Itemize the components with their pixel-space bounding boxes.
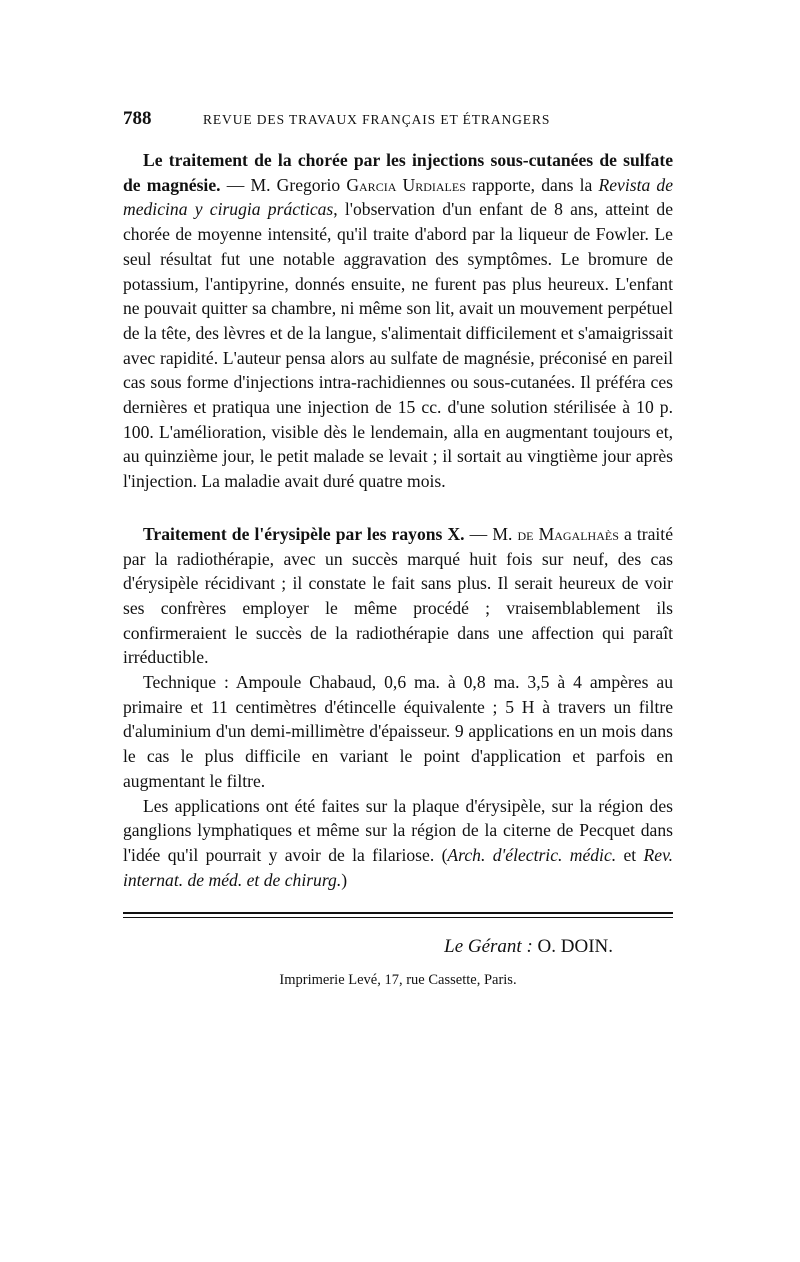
reference-2: Rev. internat. de méd. et de chirurg. bbox=[123, 844, 673, 890]
reference-1: Arch. d'électric. médic. bbox=[447, 844, 617, 865]
double-rule bbox=[123, 912, 673, 918]
article-text: rapporte, dans la bbox=[465, 174, 599, 195]
page bbox=[123, 108, 673, 989]
running-head bbox=[123, 108, 673, 138]
article-chorea bbox=[123, 148, 673, 494]
article-author: de Magalhaès bbox=[517, 523, 619, 544]
article-dash: — M. Gregorio bbox=[220, 174, 347, 195]
journal-name: Revista de medicina y cirugia prácticas bbox=[123, 174, 674, 220]
article-author: Garcia Urdiales bbox=[346, 174, 466, 195]
article-erysipelas bbox=[123, 522, 673, 670]
reference-close: ) bbox=[341, 869, 348, 890]
rule-thin bbox=[123, 917, 673, 918]
article-text: a traité par la radiothérapie, avec un succès marqué huit fois sur neuf, des cas d'érysipèle récidivant ; il constate le fait sans plus. Il serait heureux de voir ses confrères employer le même procédé ; vraisemblablement ils confirmeraient le succès de la radiothérapie dans une affection qui paraît irréductible. bbox=[123, 523, 673, 668]
page-number: 788 bbox=[123, 108, 152, 129]
gerant-label: Le Gérant : bbox=[444, 936, 533, 958]
article-text: , l'observation d'un enfant de 8 ans, atteint de chorée de moyenne intensité, qu'il traite d'abord par la liqueur de Fowler. Le seul résultat fut une notable aggravation des symptômes. Le bromure de potassium, l'antipyrine, donnés ensuite, ne furent pas plus heureux. L'enfant ne pouvait quitter sa chambre, ni même son lit, avait un mouvement perpétuel de la tête, des lèvres et de la langue, s'alimentait difficilement et s'amaigrissait avec rapidité. L'auteur pensa alors au sulfate de magnésie, préconisé en pareil cas sous forme d'injections intra-rachidiennes ou sous-cutanées. Il préféra ces dernières et pratiqua une injection de 15 cc. d'une solution stérilisée à 10 p. 100. L'amélioration, visible dès le lendemain, alla en augmentant toujours et, au quinzième jour, le petit malade se levait ; il sortait au vingtième jour après l'injection. La maladie avait duré quatre mois. bbox=[123, 199, 674, 492]
article-applications bbox=[123, 794, 673, 893]
article-title: Le traitement de la chorée par les injections sous-cutanées de sulfate de magnésie. bbox=[123, 150, 673, 195]
spacer bbox=[123, 494, 673, 522]
article-body bbox=[123, 148, 673, 892]
article-dash: — M. bbox=[464, 523, 518, 544]
article-title: Traitement de l'érysipèle par les rayons X. bbox=[143, 523, 465, 544]
article-text: Les applications ont été faites sur la plaque d'érysipèle, sur la région des ganglions lymphatiques et même sur la région de la citerne de Pecquet dans l'idée qu'il pourrait y avoir de la filariose. ( bbox=[123, 795, 673, 865]
article-technique: Technique : Ampoule Chabaud, 0,6 ma. à 0,8 ma. 3,5 à 4 ampères au primaire et 11 centimètres d'étincelle équivalente ; 5 H à travers un filtre d'aluminium d'un demi-millimètre d'épaisseur. 9 applications en un mois dans le cas le plus difficile en variant le point d'application et parfois en augmentant le filtre. bbox=[123, 672, 673, 791]
running-title: REVUE DES TRAVAUX FRANÇAIS ET ÉTRANGERS bbox=[203, 112, 551, 127]
rule-thick bbox=[123, 912, 673, 914]
gerant-name: O. DOIN. bbox=[537, 936, 613, 958]
reference-and: et bbox=[616, 844, 644, 865]
printer-imprint: Imprimerie Levé, 17, rue Cassette, Paris. bbox=[279, 972, 517, 989]
signature bbox=[123, 936, 673, 958]
